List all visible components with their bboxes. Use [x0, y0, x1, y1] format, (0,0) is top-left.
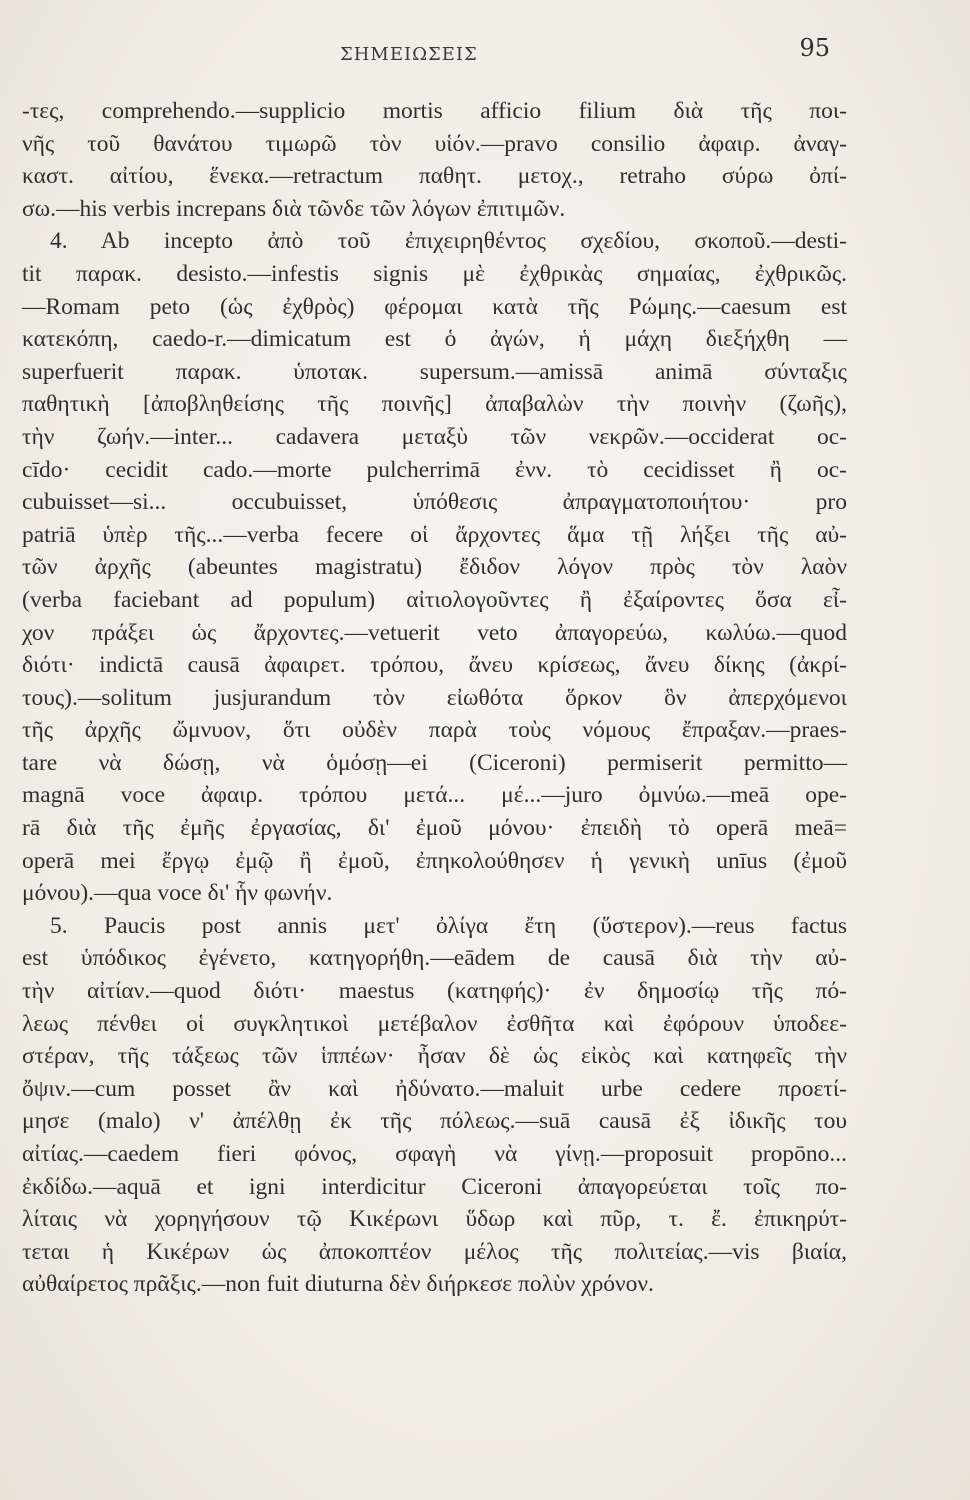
text-line: ἐκδίδω.—aquā et igni interdicitur Ciceroni ἀπαγορεύεται τοῖς πο-	[22, 1173, 847, 1200]
page-header	[0, 34, 970, 74]
text-line: τῶν ἀρχῆς (abeuntes magistratu) ἔδιδον λόγον πρὸς τὸν λαὸν	[22, 554, 847, 581]
text-line: τεται ἡ Κικέρων ὡς ἀποκοπτέον μέλος τῆς πολιτείας.—vis βιαία,	[22, 1238, 847, 1265]
text-line: est ὑπόδικος ἐγένετο, κατηγορήθη.—eādem de causā διὰ τὴν αὐ-	[22, 945, 847, 972]
text-line: operā mei ἔργῳ ἐμῷ ἢ ἐμοῦ, ἐπηκολούθησεν ἡ γενικὴ unīus (ἐμοῦ	[22, 847, 847, 874]
page-number: 95	[799, 34, 830, 62]
text-line: superfuerit παρακ. ὑποτακ. supersum.—amissā animā σύνταξις	[22, 358, 847, 385]
text-line: 4. Ab incepto ἀπὸ τοῦ ἐπιχειρηθέντος σχεδίου, σκοποῦ.—desti-	[50, 228, 847, 255]
text-line: -τες, comprehendo.—supplicio mortis afficio filium διὰ τῆς ποι-	[22, 98, 847, 124]
text-line: cubuisset—si... occubuisset, ὑπόθεσις ἀπραγματοποιήτου· pro	[22, 489, 847, 516]
text-line: μόνου).—qua voce δι' ἧν φωνήν.	[22, 880, 333, 907]
text-line: rā διὰ τῆς ἐμῆς ἐργασίας, δι' ἐμοῦ μόνου· ἐπειδὴ τὸ operā meā=	[22, 815, 847, 842]
text-line: (verba faciebant ad populum) αἰτιολογοῦντες ἢ ἐξαίροντες ὅσα εἶ-	[22, 586, 847, 613]
text-line: τὴν αἰτίαν.—quod διότι· maestus (κατηφής)· ἐν δημοσίῳ τῆς πό-	[22, 978, 847, 1005]
text-line: τῆς ἀρχῆς ὤμνυον, ὅτι οὐδὲν παρὰ τοὺς νόμους ἔπραξαν.—praes-	[22, 717, 847, 744]
text-line: magnā voce ἀφαιρ. τρόπου μετά... μέ...—juro ὀμνύω.—meā ope-	[22, 782, 847, 809]
text-line: αἰτίας.—caedem fieri φόνος, σφαγὴ νὰ γίνῃ.—proposuit propōno...	[22, 1141, 847, 1167]
text-line: λίταις νὰ χορηγήσουν τῷ Κικέρωνι ὕδωρ καὶ πῦρ, τ. ἔ. ἐπικηρύτ-	[22, 1206, 847, 1233]
text-line: παθητικὴ [ἀποβληθείσης τῆς ποινῆς] ἀπαβαλὼν τὴν ποινὴν (ζωῆς),	[22, 391, 847, 418]
text-line: —Romam peto (ὡς ἐχθρὸς) φέρομαι κατὰ τῆς Ρώμης.—caesum est	[22, 293, 847, 320]
text-line: μησε (malo) ν' ἀπέλθῃ ἐκ τῆς πόλεως.—suā causā ἐξ ἰδικῆς του	[22, 1108, 847, 1135]
text-line: 5. Paucis post annis μετ' ὀλίγα ἔτη (ὕστερον).—reus factus	[50, 912, 847, 939]
text-line: σω.—his verbis increpans διὰ τῶνδε τῶν λόγων ἐπιτιμῶν.	[22, 195, 566, 222]
text-line: στέραν, τῆς τάξεως τῶν ἱππέων· ἦσαν δὲ ὡς εἰκὸς καὶ κατηφεῖς τὴν	[22, 1043, 847, 1070]
text-line: tare νὰ δώσῃ, νὰ ὁμόσῃ—ei (Ciceroni) permiserit permitto—	[22, 749, 847, 776]
running-head: ΣΗΜΕΙΩΣΕΙΣ	[340, 44, 478, 65]
text-line: αὐθαίρετος πρᾶξις.—non fuit diuturna δὲν διήρκεσε πολὺν χρόνον.	[22, 1271, 654, 1298]
text-line: κατεκόπη, caedo-r.—dimicatum est ὁ ἀγών, ἡ μάχη διεξήχθη —	[22, 326, 847, 353]
notes-text	[22, 95, 847, 1301]
text-line: tit παρακ. desisto.—infestis signis μὲ ἐχθρικὰς σημαίας, ἐχθρικῶς.	[22, 260, 847, 287]
text-line: τὴν ζωήν.—inter... cadavera μεταξὺ τῶν νεκρῶν.—occiderat oc-	[22, 423, 847, 450]
text-line: ὄψιν.—cum posset ἂν καὶ ἠδύνατο.—maluit urbe cedere προετί-	[22, 1075, 847, 1102]
text-line: cīdo· cecidit cado.—morte pulcherrimā ἐνν. τὸ cecidisset ἢ oc-	[22, 456, 847, 483]
text-line: καστ. αἰτίου, ἕνεκα.—retractum παθητ. μετοχ., retraho σύρω ὀπί-	[22, 163, 847, 190]
text-line: νῆς τοῦ θανάτου τιμωρῶ τὸν υἱόν.—pravo consilio ἀφαιρ. ἀναγ-	[22, 130, 847, 157]
text-line: χον πράξει ὡς ἄρχοντες.—vetuerit veto ἀπαγορεύω, κωλύω.—quod	[22, 619, 847, 646]
text-line: λεως πένθει οἱ συγκλητικοὶ μετέβαλον ἐσθῆτα καὶ ἐφόρουν ὑποδεε-	[22, 1010, 847, 1037]
text-line: διότι· indictā causā ἀφαιρετ. τρόπου, ἄνευ κρίσεως, ἄνευ δίκης (ἀκρί-	[22, 652, 847, 679]
text-line: τους).—solitum jusjurandum τὸν εἰωθότα ὅρκον ὃν ἀπερχόμενοι	[22, 684, 847, 711]
text-line: patriā ὑπὲρ τῆς...—verba fecere οἱ ἄρχοντες ἅμα τῇ λήξει τῆς αὐ-	[22, 521, 847, 548]
